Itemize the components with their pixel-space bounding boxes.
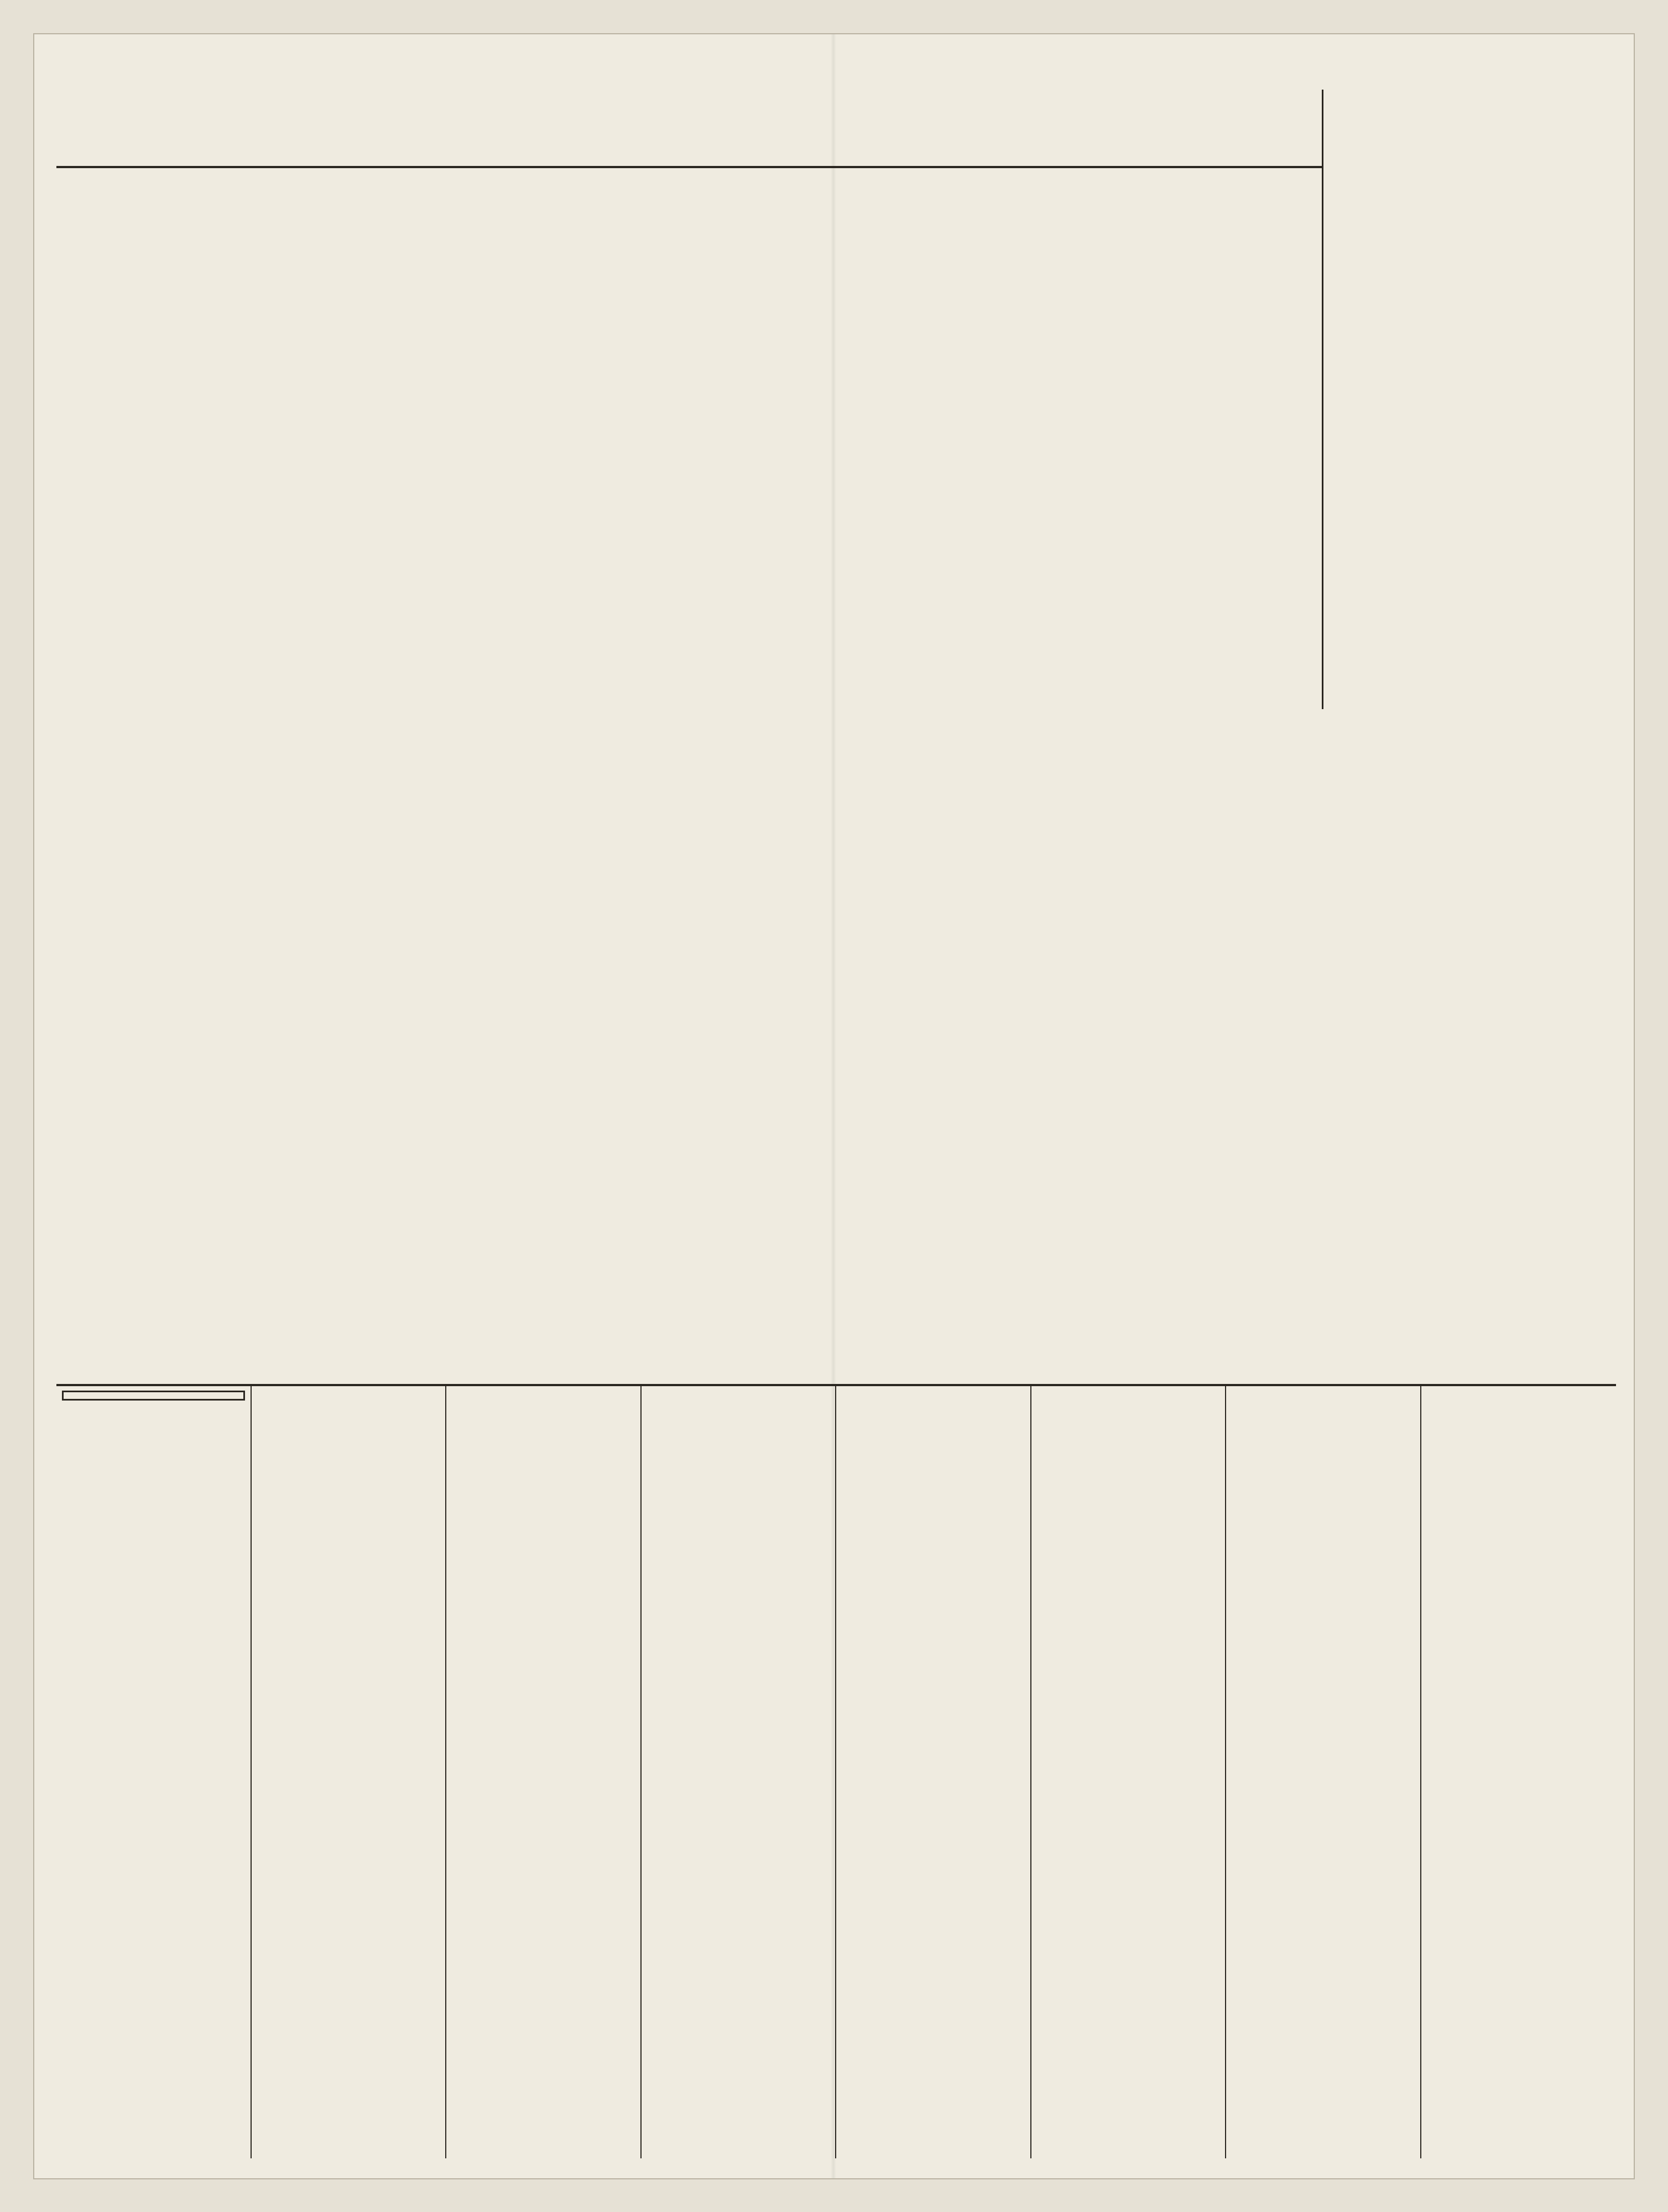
article-column-2 (311, 170, 554, 800)
article-right-column (1331, 159, 1624, 712)
ads-column-5 (836, 1386, 1031, 2158)
main-headline (56, 73, 1317, 167)
article-column-4 (820, 170, 1063, 800)
ads-column-7 (1226, 1386, 1421, 2158)
article-column-5 (1074, 170, 1317, 800)
article-mid-2 (665, 781, 919, 1373)
newspaper-page (33, 33, 1635, 2179)
ads-column-4 (642, 1386, 837, 2158)
headline-rule (56, 166, 1323, 168)
right-column-rule (1322, 90, 1323, 709)
article-mid-1 (399, 781, 654, 1373)
article-column-1 (56, 170, 300, 1370)
article-column-3 (565, 170, 809, 800)
ads-header (62, 1391, 245, 1401)
article-usa-2 (1345, 1118, 1622, 1373)
classified-ads (56, 1384, 1616, 2158)
ads-column-1 (56, 1386, 252, 2158)
article-usa-1 (1046, 1118, 1334, 1373)
ads-column-3 (446, 1386, 642, 2158)
ads-column-6 (1031, 1386, 1227, 2158)
ads-column-2 (252, 1386, 447, 2158)
ads-column-8 (1421, 1386, 1617, 2158)
